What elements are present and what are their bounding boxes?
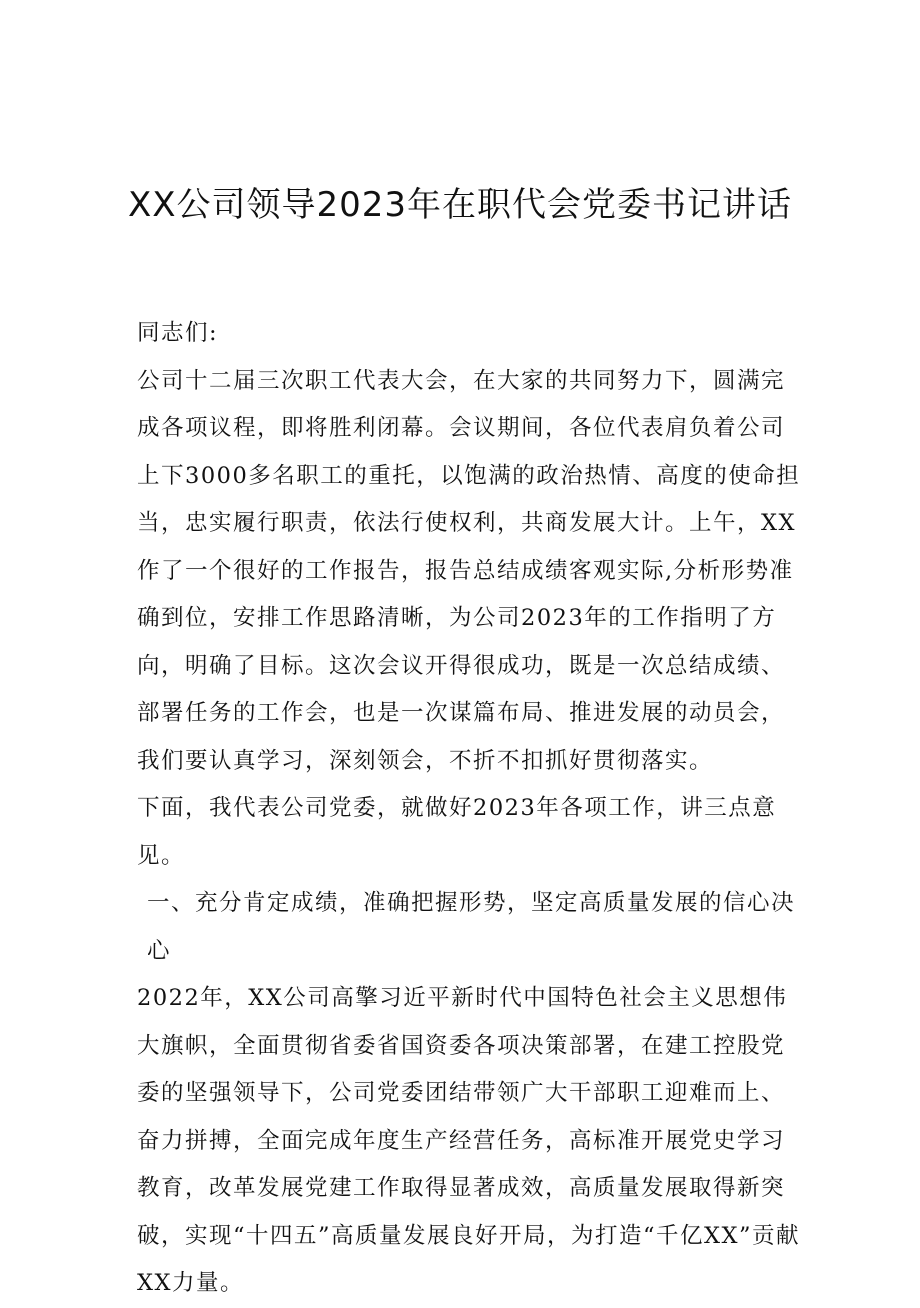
opening-paragraph: 公司十二届三次职工代表大会，在大家的共同努力下，圆满完成各项议程，即将胜利闭幕。会议期间，各位代表肩负着公司上下3000多名职工的重托，以饱满的政治热情、高度的使命担当，忠实履行职责，依法行使权利，共商发展大计。上午，XX作了一个很好的工作报告，报告总结成绩客观实际,分析形势准确到位，安排工作思路清晰，为公司2023年的工作指明了方向，明确了目标。这次会议开得很成功，既是一次总结成绩、部署任务的工作会，也是一次谋篇布局、推进发展的动员会，我们要认真学习，深刻领会，不折不扣抓好贯彻落实。 (137, 367, 801, 774)
salutation-paragraph: 同志们: (137, 320, 219, 346)
review-paragraph: 2022年，XX公司高擎习近平新时代中国特色社会主义思想伟大旗帜，全面贯彻省委省国资委各项决策部署，在建工控股党委的坚强领导下，公司党委团结带领广大干部职工迎难而上、奋力拼搏，全面完成年度生产经营任务，高标准开展党史学习教育，改革发展党建工作取得显著成效，高质量发展取得新突破，实现“十四五”高质量发展良好开局，为打造“千亿XX”贡献XX力量。 (137, 985, 801, 1296)
section-heading-one: 一、充分肯定成绩，准确把握形势，坚定高质量发展的信心决心 (147, 890, 796, 964)
document-title: XX公司领导2023年在职代会党委书记讲话 (127, 185, 793, 225)
document-body (137, 310, 807, 1308)
outline-paragraph: 下面，我代表公司党委，就做好2023年各项工作，讲三点意见。 (137, 795, 777, 869)
